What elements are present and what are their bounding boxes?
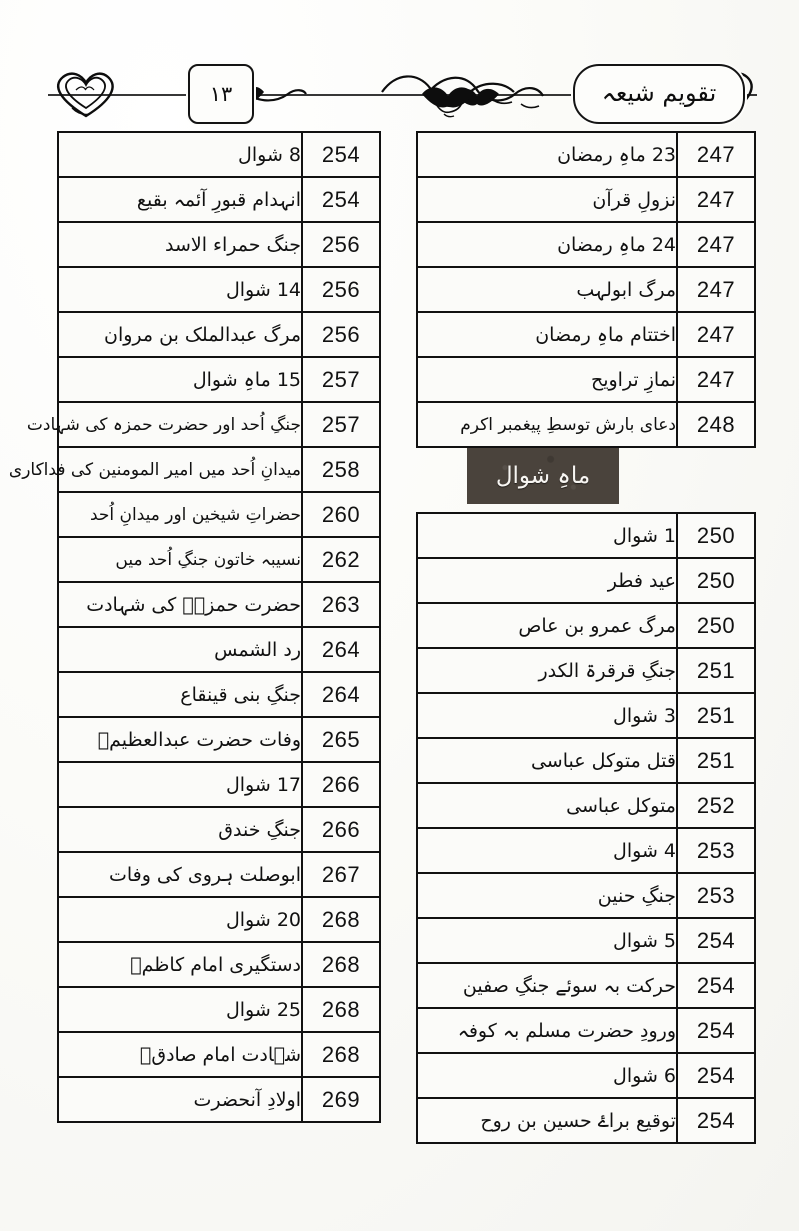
table-row [417, 648, 755, 693]
row-page-number: 266 [302, 762, 380, 807]
row-page-number: 256 [302, 312, 380, 357]
table-row [417, 513, 755, 558]
table-row [58, 672, 380, 717]
row-entry-title: حضرت حمزہؑ کی شہادت [58, 582, 302, 627]
row-entry-title: عید فطر [417, 558, 677, 603]
table-row [58, 717, 380, 762]
row-entry-title: جنگِ حنین [417, 873, 677, 918]
table-row [417, 963, 755, 1008]
table-row [58, 987, 380, 1032]
row-page-number: 266 [302, 807, 380, 852]
row-page-number: 254 [677, 963, 755, 1008]
table-row [58, 492, 380, 537]
row-entry-title: متوکل عباسی [417, 783, 677, 828]
row-entry-title: 15 ماہِ شوال [58, 357, 302, 402]
row-page-number: 268 [302, 987, 380, 1032]
table-row [417, 222, 755, 267]
heart-scroll-ornament-left-icon [46, 64, 126, 124]
book-title-box [573, 64, 745, 124]
row-entry-title: 20 شوال [58, 897, 302, 942]
row-page-number: 262 [302, 537, 380, 582]
table-row [417, 312, 755, 357]
page-header [48, 58, 757, 130]
row-entry-title: دعای بارش توسطِ پیغمبر اکرم [417, 402, 677, 447]
table-row [417, 1008, 755, 1053]
table-row [417, 603, 755, 648]
row-page-number: 253 [677, 828, 755, 873]
row-page-number: 251 [677, 738, 755, 783]
row-page-number: 254 [677, 918, 755, 963]
table-row [417, 1053, 755, 1098]
table-row [58, 627, 380, 672]
row-entry-title: میدانِ اُحد میں امیر المومنین کی فداکاری [58, 447, 302, 492]
table-row [417, 402, 755, 447]
table-row [58, 177, 380, 222]
row-page-number: 258 [302, 447, 380, 492]
page-number-box [188, 64, 254, 124]
table-row [58, 807, 380, 852]
book-title: تقویم شیعہ [601, 79, 717, 107]
floral-ornament-icon [378, 64, 528, 124]
table-row [58, 942, 380, 987]
table-row [58, 852, 380, 897]
table-row [417, 828, 755, 873]
row-page-number: 247 [677, 267, 755, 312]
row-page-number: 254 [677, 1098, 755, 1143]
row-entry-title: اولادِ آنحضرت [58, 1077, 302, 1122]
row-entry-title: 23 ماہِ رمضان [417, 132, 677, 177]
row-entry-title: 25 شوال [58, 987, 302, 1032]
left-index-table [8, 131, 381, 1123]
table-row [58, 582, 380, 627]
row-page-number: 257 [302, 402, 380, 447]
table-row [58, 447, 380, 492]
row-page-number: 268 [302, 1032, 380, 1077]
table-row [417, 558, 755, 603]
row-entry-title: جنگِ اُحد اور حضرت حمزہ کی شہادت [58, 402, 302, 447]
table-row [58, 402, 380, 447]
row-entry-title: نزولِ قرآن [417, 177, 677, 222]
row-entry-title: 1 شوال [417, 513, 677, 558]
row-page-number: 250 [677, 558, 755, 603]
row-page-number: 251 [677, 648, 755, 693]
row-page-number: 254 [677, 1053, 755, 1098]
page-number: ۱۳ [209, 82, 233, 106]
month-section-band [467, 448, 619, 504]
row-page-number: 250 [677, 603, 755, 648]
ramzan-index-table [416, 131, 756, 448]
left-index-column [8, 131, 381, 1123]
table-row [58, 762, 380, 807]
row-page-number: 264 [302, 627, 380, 672]
row-entry-title: جنگِ قرقرۃ الکدر [417, 648, 677, 693]
row-entry-title: مرگ عمرو بن عاص [417, 603, 677, 648]
row-entry-title: توقیع براۓ حسین بن روح [417, 1098, 677, 1143]
row-entry-title: ورودِ حضرت مسلم بہ کوفہ [417, 1008, 677, 1053]
row-page-number: 256 [302, 222, 380, 267]
row-page-number: 247 [677, 222, 755, 267]
table-row [417, 267, 755, 312]
row-entry-title: اختتام ماہِ رمضان [417, 312, 677, 357]
table-row [58, 1077, 380, 1122]
row-entry-title: 14 شوال [58, 267, 302, 312]
table-row [58, 897, 380, 942]
row-page-number: 247 [677, 177, 755, 222]
table-row [417, 783, 755, 828]
row-entry-title: مرگ عبدالملک بن مروان [58, 312, 302, 357]
row-page-number: 268 [302, 897, 380, 942]
row-page-number: 260 [302, 492, 380, 537]
row-page-number: 267 [302, 852, 380, 897]
row-page-number: 251 [677, 693, 755, 738]
row-entry-title: مرگ ابولہب [417, 267, 677, 312]
row-page-number: 254 [302, 177, 380, 222]
table-row [58, 357, 380, 402]
row-page-number: 247 [677, 312, 755, 357]
row-page-number: 256 [302, 267, 380, 312]
table-row [58, 132, 380, 177]
row-page-number: 265 [302, 717, 380, 762]
table-row [417, 357, 755, 402]
row-page-number: 257 [302, 357, 380, 402]
table-row [58, 267, 380, 312]
row-page-number: 269 [302, 1077, 380, 1122]
row-entry-title: شہادت امام صادقؑ [58, 1032, 302, 1077]
row-page-number: 264 [302, 672, 380, 717]
row-page-number: 247 [677, 132, 755, 177]
shawwal-index-table [416, 512, 756, 1144]
row-page-number: 254 [677, 1008, 755, 1053]
row-entry-title: 5 شوال [417, 918, 677, 963]
row-entry-title: حرکت بہ سوئے جنگِ صفین [417, 963, 677, 1008]
row-page-number: 254 [302, 132, 380, 177]
row-page-number: 263 [302, 582, 380, 627]
row-entry-title: جنگِ بنی قینقاع [58, 672, 302, 717]
table-row [417, 738, 755, 783]
row-entry-title: 17 شوال [58, 762, 302, 807]
row-entry-title: 3 شوال [417, 693, 677, 738]
row-entry-title: رد الشمس [58, 627, 302, 672]
row-page-number: 250 [677, 513, 755, 558]
row-entry-title: قتل متوکل عباسی [417, 738, 677, 783]
table-row [417, 1098, 755, 1143]
row-page-number: 268 [302, 942, 380, 987]
table-row [417, 693, 755, 738]
row-page-number: 248 [677, 402, 755, 447]
table-row [58, 312, 380, 357]
row-page-number: 252 [677, 783, 755, 828]
row-entry-title: جنگِ خندق [58, 807, 302, 852]
row-entry-title: ابوصلت ہروی کی وفات [58, 852, 302, 897]
row-entry-title: نمازِ تراویح [417, 357, 677, 402]
row-entry-title: 24 ماہِ رمضان [417, 222, 677, 267]
row-page-number: 253 [677, 873, 755, 918]
row-page-number: 247 [677, 357, 755, 402]
table-row [417, 132, 755, 177]
table-row [58, 222, 380, 267]
table-row [58, 1032, 380, 1077]
row-entry-title: 4 شوال [417, 828, 677, 873]
row-entry-title: حضراتِ شیخین اور میدانِ اُحد [58, 492, 302, 537]
row-entry-title: دستگیری امام کاظمؑ [58, 942, 302, 987]
row-entry-title: 8 شوال [58, 132, 302, 177]
table-row [417, 918, 755, 963]
row-entry-title: جنگ حمراء الاسد [58, 222, 302, 267]
row-entry-title: وفات حضرت عبدالعظیمؑ [58, 717, 302, 762]
row-entry-title: 6 شوال [417, 1053, 677, 1098]
row-entry-title: انہدام قبورِ آئمہ بقیع [58, 177, 302, 222]
table-row [417, 873, 755, 918]
right-index-column [416, 131, 756, 1144]
table-row [417, 177, 755, 222]
month-section-label: ماہِ شوال [495, 463, 591, 489]
row-entry-title: نسیبہ خاتون جنگِ اُحد میں [58, 537, 302, 582]
table-row [58, 537, 380, 582]
